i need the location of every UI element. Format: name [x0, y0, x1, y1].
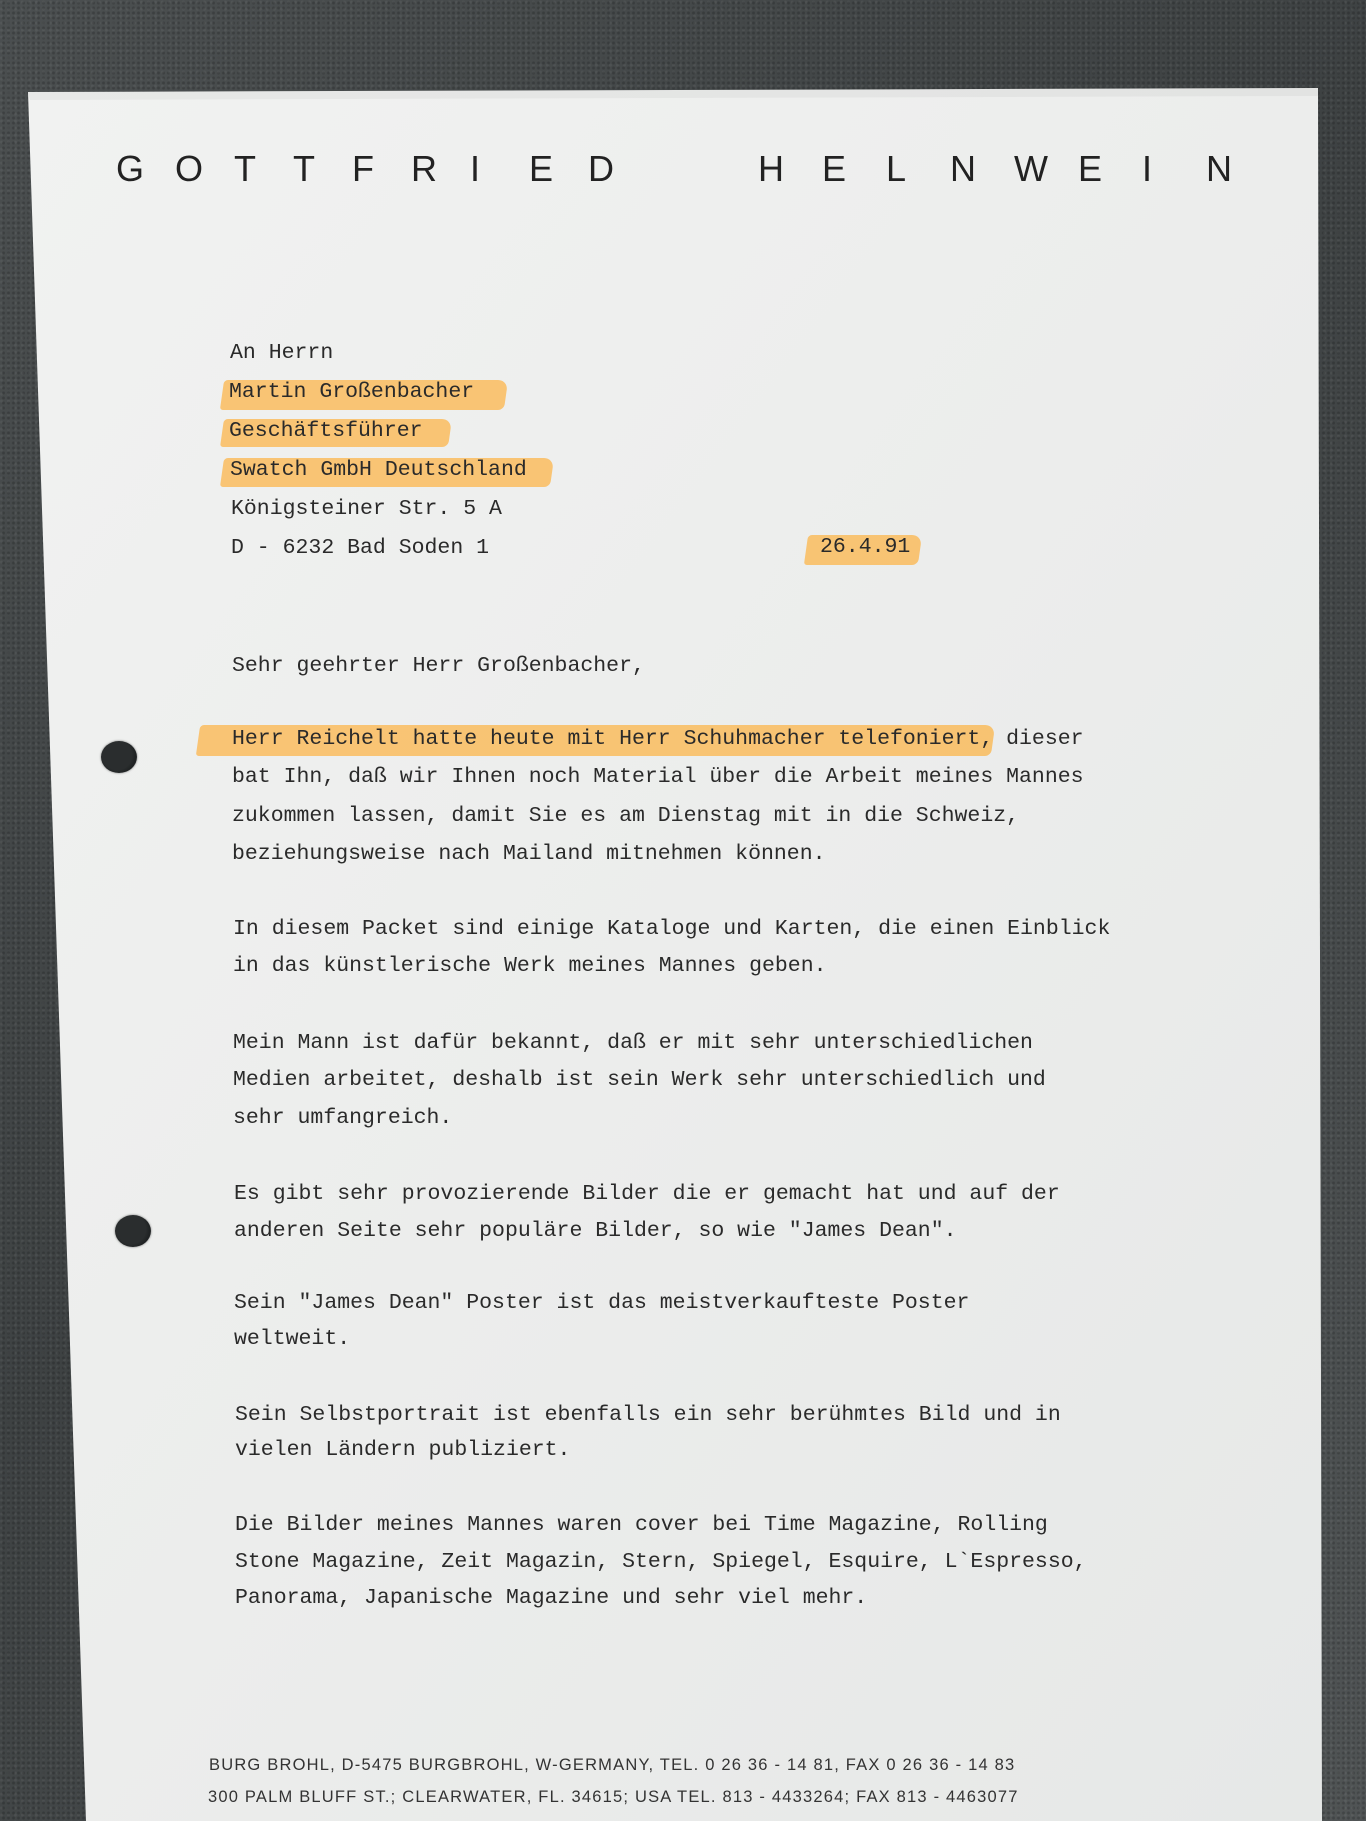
letterhead-letter: E [529, 148, 554, 189]
letterhead-letter: H [758, 148, 784, 189]
paragraph-line: Sein Selbstportrait ist ebenfalls ein sehr berühmtes Bild und in [235, 1403, 1061, 1427]
letterhead-letter: T [234, 148, 256, 189]
letterhead-first-name [116, 148, 647, 190]
letterhead-last-name [758, 148, 1270, 190]
paragraph-line: sehr umfangreich. [233, 1106, 453, 1130]
paragraph-line: Sein "James Dean" Poster ist das meistverkaufteste Poster [234, 1291, 970, 1315]
recipient-company: Swatch GmbH Deutschland [230, 458, 527, 482]
paragraph-line: weltweit. [234, 1327, 351, 1351]
recipient-street: Königsteiner Str. 5 A [231, 497, 502, 521]
letterhead-letter: G [116, 148, 145, 189]
letterhead-letter: R [411, 148, 437, 189]
letterhead-letter: N [1206, 148, 1232, 189]
letterhead-letter: W [1014, 148, 1048, 189]
punch-hole-top [101, 741, 137, 773]
paragraph-line: bat Ihn, daß wir Ihnen noch Material über die Arbeit meines Mannes [232, 765, 1084, 789]
punch-hole-bottom [115, 1215, 151, 1247]
paragraph-line: zukommen lassen, damit Sie es am Dienstag mit in die Schweiz, [232, 804, 1020, 828]
paragraph-line: Panorama, Japanische Magazine und sehr viel mehr. [235, 1586, 868, 1610]
footer-address-usa: 300 PALM BLUFF ST.; CLEARWATER, FL. 34615; USA TEL. 813 - 4433264; FAX 813 - 4463077 [208, 1788, 1019, 1806]
paragraph-line: Herr Reichelt hatte heute mit Herr Schuhmacher telefoniert, dieser [232, 727, 1084, 751]
recipient-salutation: An Herrn [230, 341, 334, 365]
paragraph-line: anderen Seite sehr populäre Bilder, so wie "James Dean". [234, 1219, 957, 1243]
letterhead-letter: I [470, 148, 481, 189]
paragraph-line: Medien arbeitet, deshalb ist sein Werk sehr unterschiedlich und [233, 1068, 1046, 1092]
letterhead-letter: L [886, 148, 907, 189]
recipient-name: Martin Großenbacher [229, 380, 475, 404]
recipient-city: D - 6232 Bad Soden 1 [231, 536, 490, 560]
letterhead-letter: D [588, 148, 614, 189]
paragraph-line: vielen Ländern publiziert. [235, 1438, 571, 1462]
letterhead-letter: T [293, 148, 315, 189]
letterhead-letter: O [175, 148, 204, 189]
recipient-role: Geschäftsführer [229, 419, 423, 443]
letterhead-letter: I [1142, 148, 1153, 189]
paragraph-line: Stone Magazine, Zeit Magazin, Stern, Spiegel, Esquire, L`Espresso, [235, 1550, 1087, 1574]
letterhead-letter: F [352, 148, 374, 189]
paragraph-line: in das künstlerische Werk meines Mannes geben. [233, 954, 827, 978]
paragraph-line: beziehungsweise nach Mailand mitnehmen können. [232, 842, 826, 866]
paragraph-line: In diesem Packet sind einige Kataloge und Karten, die einen Einblick [233, 917, 1111, 941]
letterhead-letter: N [950, 148, 976, 189]
paragraph-line: Die Bilder meines Mannes waren cover bei Time Magazine, Rolling [235, 1513, 1048, 1537]
letterhead-letter: E [822, 148, 847, 189]
letterhead-last-text [758, 148, 1270, 190]
paragraph-line: Mein Mann ist dafür bekannt, daß er mit sehr unterschiedlichen [233, 1031, 1033, 1055]
greeting: Sehr geehrter Herr Großenbacher, [232, 654, 645, 678]
footer-address-germany: BURG BROHL, D-5475 BURGBROHL, W-GERMANY, TEL. 0 26 36 - 14 81, FAX 0 26 36 - 14 83 [209, 1756, 1016, 1774]
letter-date: 26.4.91 [820, 535, 911, 559]
letterhead-letter: E [1078, 148, 1103, 189]
letterhead-first-text [116, 148, 647, 190]
paragraph-line: Es gibt sehr provozierende Bilder die er gemacht hat und auf der [234, 1182, 1060, 1206]
